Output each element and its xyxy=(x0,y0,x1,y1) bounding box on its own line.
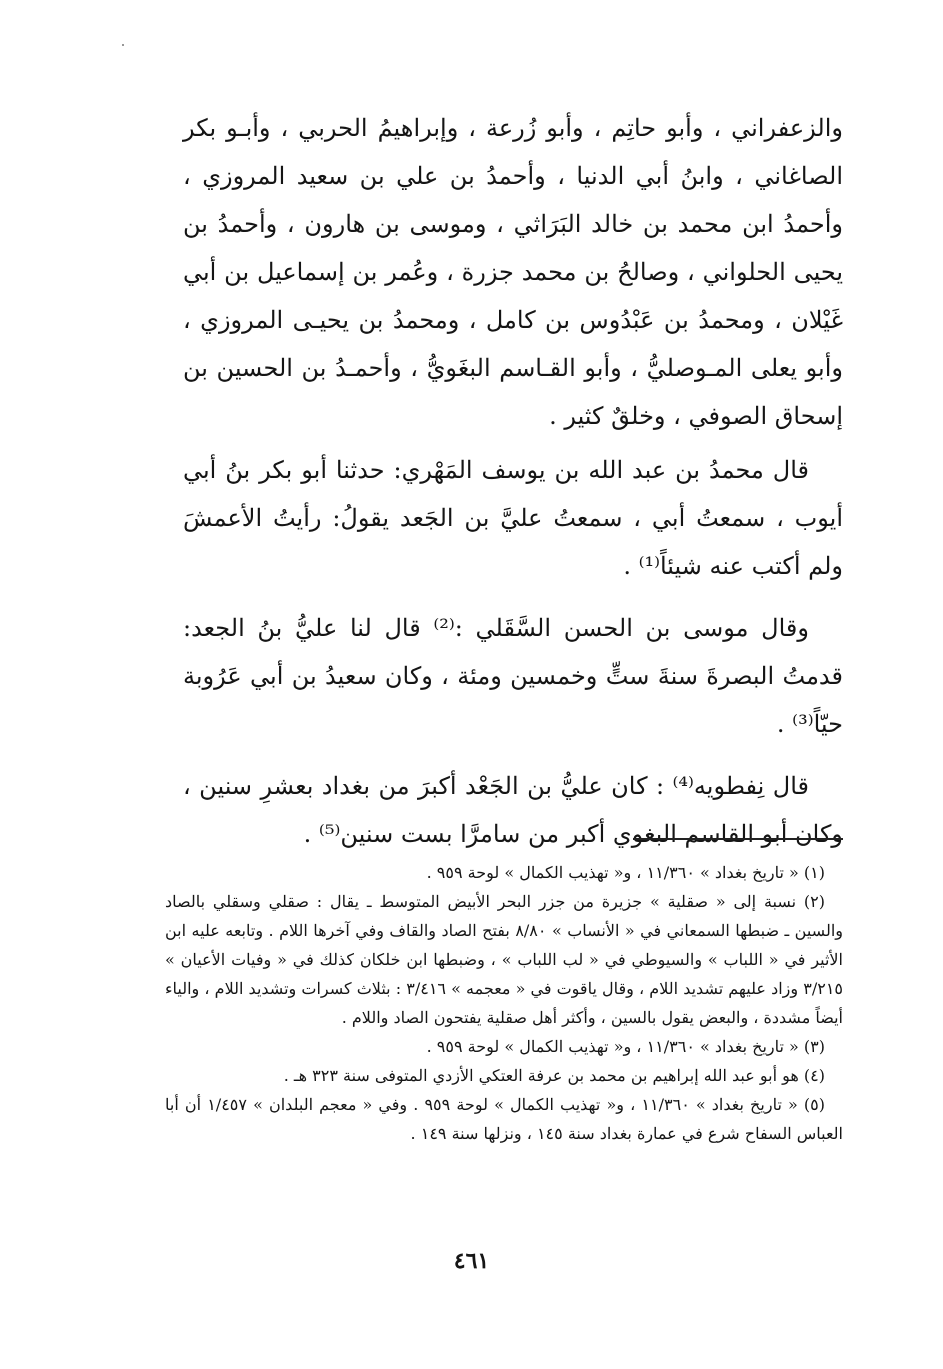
paragraph-niftawayh-quote: قال نِفطويه⁽⁴⁾ : كان عليُّ بن الجَعْد أكبرَ من بغداد بعشرِ سنين ، وكان أبو القاسم البغوي أكبر من سامرَّا بست سنين⁽⁵⁾ . xyxy=(183,772,843,848)
footnote-3: (٣) « تاريخ بغداد » ١١/٣٦٠ ، و« تهذيب الكمال » لوحة ٩٥٩ . xyxy=(426,1037,825,1056)
footnote-4: (٤) هو أبو عبد الله إبراهيم بن محمد بن عرفة العتكي الأزدي المتوفى سنة ٣٢٣ هـ . xyxy=(283,1066,825,1085)
paragraph-saqali-quote: وقال موسى بن الحسن السَّقَلي :⁽²⁾ قال لنا عليُّ بنُ الجعد: قدمتُ البصرةَ سنةَ ستٍّ وخمسين ومئة ، وكان سعيدُ بن أبي عَرُوبة حيّاً⁽³⁾ . xyxy=(183,614,843,738)
main-text xyxy=(183,104,843,858)
footnote-2: (٢) نسبة إلى « صقلية » جزيرة من جزر البحر الأبيض المتوسط ـ يقال : صقلي وسقلي بالصاد والسين ـ ضبطها السمعاني في « الأنساب » ٨/٨٠ بفتح الصاد والقاف وفي آخرها اللام . وتابعه عليه ابن الأثير في « اللباب » والسيوطي في « لب اللباب » ، وضبطها ابن خلكان كذلك في « وفيات الأعيان » ٣/٢١٥ وزاد عليهم تشديد اللام ، وقال ياقوت في « معجمه » ٣/٤١٦ : بثلاث كسرات وتشديد اللام ، والياء أيضاً مشددة ، والبعض يقول بالسين ، وأكثر أهل صقلية يفتحون الصاد واللام . xyxy=(165,892,844,1027)
footnote-1: (١) « تاريخ بغداد » ١١/٣٦٠ ، و« تهذيب الكمال » لوحة ٩٥٩ . xyxy=(426,863,825,882)
footnotes xyxy=(165,858,843,1148)
paragraph-mahri-quote: قال محمدُ بن عبد الله بن يوسف المَهْري: حدثنا أبو بكر بنُ أبي أيوب ، سمعتُ أبي ، سمعتُ عليَّ بن الجَعد يقولُ: رأيتُ الأعمشَ ولم أكتب عنه شيئاً⁽¹⁾ . xyxy=(183,456,843,580)
page-number: ٤٦١ xyxy=(453,1248,490,1274)
margin-speck xyxy=(122,44,124,46)
footnote-5: (٥) « تاريخ بغداد » ١١/٣٦٠ ، و« تهذيب الكمال » لوحة ٩٥٩ . وفي « معجم البلدان » ١/٤٥٧ أن أبا العباس السفاح شرع في عمارة بغداد سنة ١٤٥ ، ونزلها سنة ١٤٩ . xyxy=(165,1095,843,1143)
paragraph-narrators: والزعفراني ، وأبو حاتِم ، وأبو زُرعة ، وإبراهيمُ الحربي ، وأبـو بكر الصاغاني ، وابنُ أبي الدنيا ، وأحمدُ بن علي بن سعيد المروزي ، وأحمدُ ابن محمد بن خالد البَرَاثي ، وموسى بن هارون ، وأحمدُ بن يحيى الحلواني ، وصالحُ بن محمد جزرة ، وعُمر بن إسماعيل بن أبي غَيْلان ، ومحمدُ بن عَبْدُوس بن كامل ، ومحمدُ بن يحيـى المروزي ، وأبو يعلى المـوصليُّ ، وأبو القـاسم البغَويُّ ، وأحمـدُ بن الحسين بن إسحاق الصوفي ، وخلقٌ كثير . xyxy=(183,114,843,430)
footnote-divider xyxy=(633,838,843,840)
